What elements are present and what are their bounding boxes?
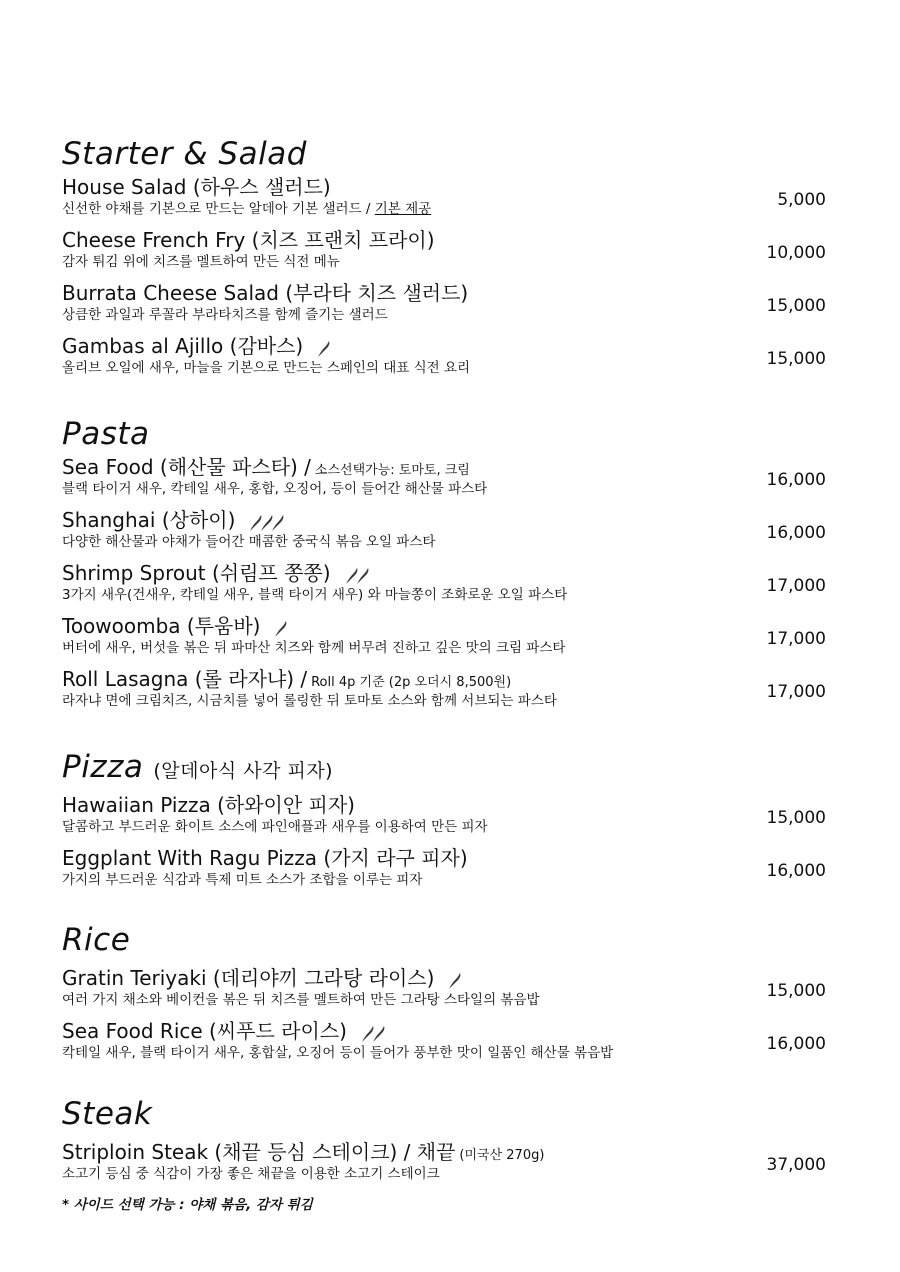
item-price: 15,000: [766, 981, 826, 1001]
item-price: 37,000: [766, 1155, 826, 1175]
section-title: Pasta: [62, 416, 150, 452]
menu-item-striploin-steak: [62, 1139, 842, 1192]
menu-item-eggplant-pizza: [62, 845, 842, 898]
section-subtitle: (알데아식 사각 피자): [153, 760, 334, 782]
section-title: [62, 747, 842, 787]
chili-pepper-icon: [372, 1025, 386, 1043]
item-description: 버터에 새우, 버섯을 볶은 뒤 파마산 치즈와 함께 버무려 진하고 깊은 맛의 크림 파스타: [62, 640, 566, 656]
item-name: House Salad (하우스 샐러드): [62, 175, 331, 199]
item-name-text: Sea Food Rice (씨푸드 라이스): [62, 1019, 347, 1043]
menu-item-gratin-teriyaki: [62, 965, 842, 1018]
item-name: [62, 333, 328, 361]
item-price: 15,000: [766, 808, 826, 828]
section-steak: [62, 1094, 842, 1192]
footnote-side-options: * 사이드 선택 가능 : 야채 볶음, 감자 튀김: [62, 1197, 313, 1213]
chili-pepper-icon: [274, 620, 288, 638]
item-description: 소고기 등심 중 식감이 가장 좋은 채끝을 이용한 소고기 스테이크: [62, 1166, 440, 1182]
spice-level: [448, 967, 459, 993]
item-name: Hawaiian Pizza (하와이안 피자): [62, 793, 355, 817]
item-name: Burrata Cheese Salad (부라타 치즈 샐러드): [62, 281, 469, 305]
menu-item-roll-lasagna: [62, 666, 842, 719]
menu-item-seafood-pasta: [62, 454, 842, 507]
item-description-suffix: 기본 제공: [374, 201, 432, 217]
menu-item-seafood-rice: [62, 1018, 842, 1071]
menu-item-shanghai: [62, 507, 842, 560]
menu-item-gambas: [62, 333, 842, 386]
section-starter-salad: [62, 134, 842, 386]
item-name: Cheese French Fry (치즈 프랜치 프라이): [62, 228, 435, 252]
chili-pepper-icon: [317, 340, 331, 358]
menu-item-toowoomba: [62, 613, 842, 666]
item-description: [62, 200, 431, 218]
section-title: Rice: [62, 922, 131, 958]
item-name: [62, 965, 459, 993]
item-description: 올리브 오일에 새우, 마늘을 기본으로 만드는 스페인의 대표 식전 요리: [62, 360, 471, 376]
item-price: 16,000: [766, 470, 826, 490]
section-rice: [62, 920, 842, 1071]
item-name-text: Toowoomba (투움바): [62, 614, 261, 638]
menu-item-shrimp-sprout: [62, 560, 842, 613]
item-price: 17,000: [766, 629, 826, 649]
item-description: 달콤하고 부드러운 화이트 소스에 파인애플과 새우를 이용하여 만든 피자: [62, 819, 488, 835]
chili-pepper-icon: [356, 567, 370, 585]
item-price: 5,000: [777, 190, 826, 210]
item-name-text: Shanghai (상하이): [62, 508, 236, 532]
item-name-text: Gratin Teriyaki (데리야끼 그라탕 라이스): [62, 966, 435, 990]
item-price: 16,000: [766, 523, 826, 543]
menu-item-house-salad: [62, 174, 842, 227]
item-name: Eggplant With Ragu Pizza (가지 라구 피자): [62, 846, 468, 870]
item-note: (미국산 270g): [459, 1148, 545, 1163]
item-description: 블랙 타이거 새우, 칵테일 새우, 홍합, 오징어, 등이 들어간 해산물 파스타: [62, 481, 488, 497]
item-price: 15,000: [766, 296, 826, 316]
chili-pepper-icon: [271, 514, 285, 532]
item-price: 16,000: [766, 861, 826, 881]
item-name: [62, 613, 285, 641]
item-price: 17,000: [766, 682, 826, 702]
section-pizza: [62, 747, 842, 898]
menu-item-burrata-salad: [62, 280, 842, 333]
menu-item-cheese-french-fry: [62, 227, 842, 280]
item-name-text: Gambas al Ajillo (감바스): [62, 334, 304, 358]
item-name: [62, 1018, 383, 1046]
section-title: Steak: [62, 1096, 153, 1132]
section-title: Starter & Salad: [62, 136, 307, 172]
item-description: 라자냐 면에 크림치즈, 시금치를 넣어 롤링한 뒤 토마토 소스와 함께 서브되는 파스타: [62, 693, 557, 709]
item-name-text: Roll Lasagna (롤 라자냐) /: [62, 667, 308, 691]
section-title-text: Pizza: [62, 749, 144, 785]
chili-pepper-icon: [448, 972, 462, 990]
item-description: 다양한 해산물과 야채가 들어간 매콤한 중국식 볶음 오일 파스타: [62, 534, 436, 550]
spice-level: [249, 509, 282, 535]
item-price: 10,000: [766, 243, 826, 263]
item-note: Roll 4p 기준 (2p 오더시 8,500원): [311, 675, 512, 690]
item-description: 여러 가지 채소와 베이컨을 볶은 뒤 치즈를 멜트하여 만든 그라탕 스타일의 볶음밥: [62, 992, 540, 1008]
item-description: 3가지 새우(건새우, 칵테일 새우, 블랙 타이거 새우) 와 마늘쫑이 조화로운 오일 파스타: [62, 587, 568, 603]
item-name-text: Striploin Steak (채끝 등심 스테이크) / 채끝: [62, 1140, 456, 1164]
item-note: 소스선택가능: 토마토, 크림: [314, 463, 470, 478]
item-price: 15,000: [766, 349, 826, 369]
section-pasta: [62, 414, 842, 719]
item-description: 상큼한 과일과 루꼴라 부라타치즈를 함께 즐기는 샐러드: [62, 307, 388, 323]
item-description: 칵테일 새우, 블랙 타이거 새우, 홍합살, 오징어 등이 들어가 풍부한 맛이 일품인 해산물 볶음밥: [62, 1045, 614, 1061]
item-name: [62, 560, 367, 588]
item-name-text: Sea Food (해산물 파스타) /: [62, 455, 311, 479]
item-description: 감자 튀김 위에 치즈를 멜트하여 만든 식전 메뉴: [62, 254, 340, 270]
item-price: 17,000: [766, 576, 826, 596]
spice-level: [274, 615, 285, 641]
spice-level: [361, 1020, 383, 1046]
menu-item-hawaiian-pizza: [62, 792, 842, 845]
item-name: [62, 507, 282, 535]
spice-level: [345, 562, 367, 588]
item-description-text: 신선한 야채를 기본으로 만드는 알데아 기본 샐러드 /: [62, 201, 375, 217]
spice-level: [317, 335, 328, 361]
item-description: 가지의 부드러운 식감과 특제 미트 소스가 조합을 이루는 피자: [62, 872, 423, 888]
item-price: 16,000: [766, 1034, 826, 1054]
item-name-text: Shrimp Sprout (쉬림프 쫑쫑): [62, 561, 331, 585]
